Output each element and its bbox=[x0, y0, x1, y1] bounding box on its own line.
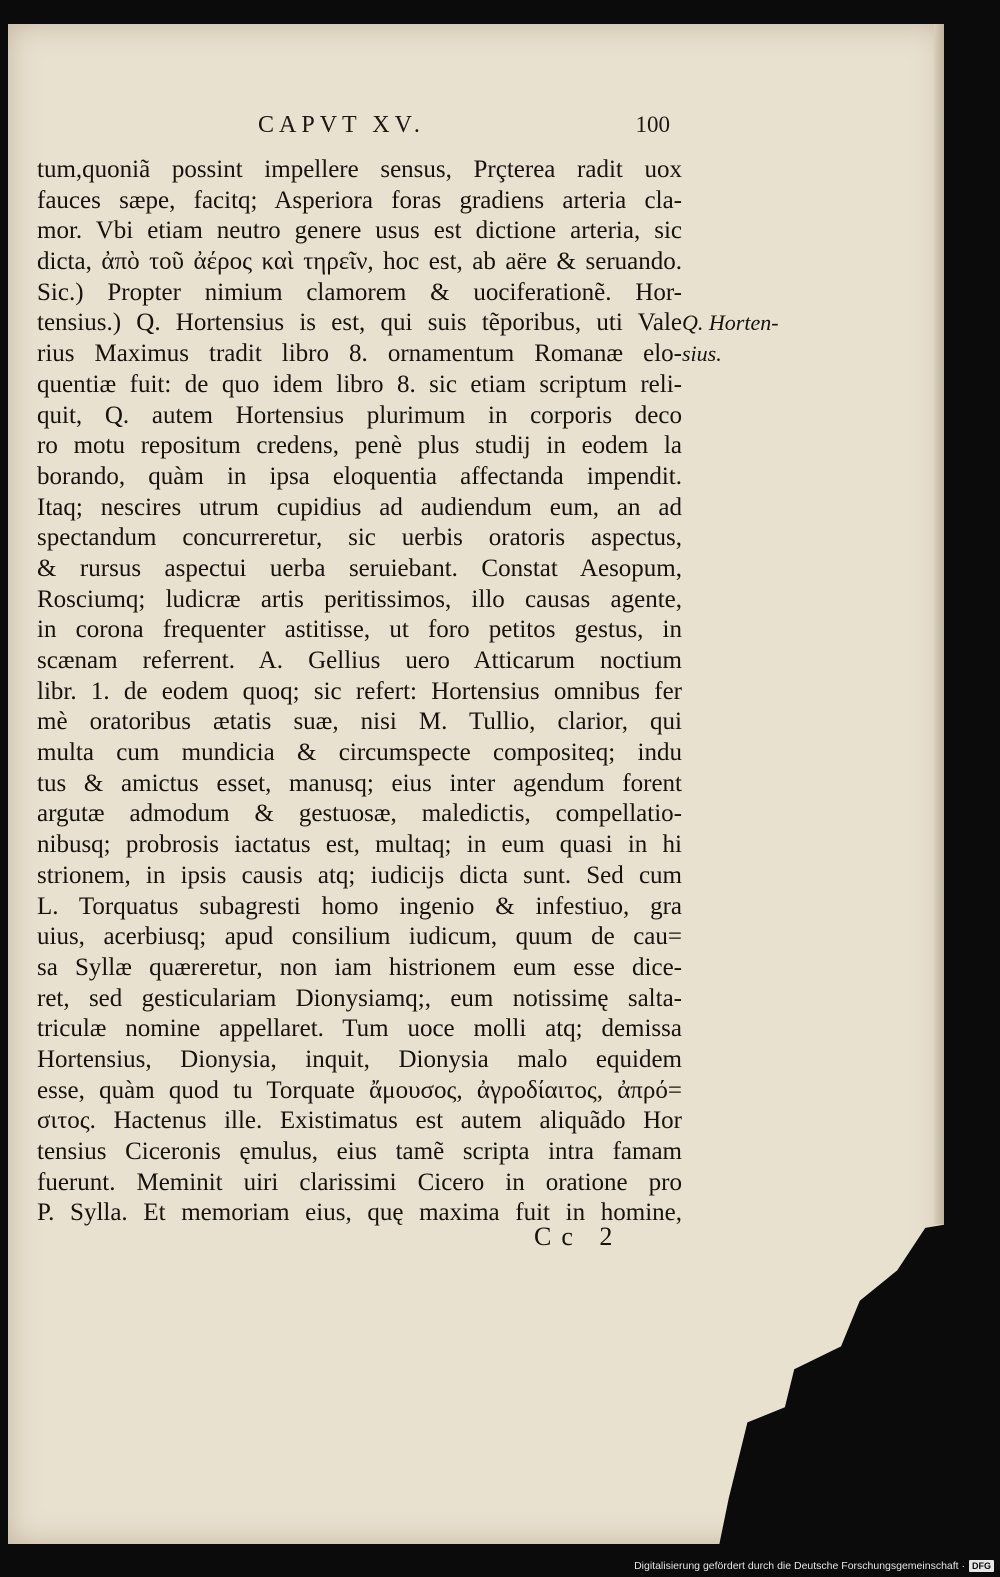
text-line: strionem, in ipsis causis atq; iudicijs dicta sunt. Sed cum bbox=[37, 861, 682, 889]
marginal-note-line: sius. bbox=[682, 340, 722, 366]
text-line: uius, acerbiusq; apud consilium iudicum, quum de cau= bbox=[37, 923, 682, 951]
text-line: quit, Q. autem Hortensius plurimum in corporis deco bbox=[37, 401, 682, 429]
signature-mark: Cc 2 bbox=[534, 1222, 623, 1251]
footer-text: Digitalisierung gefördert durch die Deutsche Forschungsgemeinschaft · bbox=[634, 1560, 965, 1572]
text-line: triculæ nomine appellaret. Tum uoce molli atq; demissa bbox=[37, 1015, 682, 1043]
text-line: mè oratoribus ætatis suæ, nisi M. Tullio, clarior, qui bbox=[37, 708, 682, 736]
text-line: scænam referrent. A. Gellius uero Atticarum noctium bbox=[37, 647, 682, 674]
text-line: L. Torquatus subagresti homo ingenio & infestiuo, gra bbox=[37, 892, 682, 920]
text-line: fuerunt. Meminit uiri clarissimi Cicero in oratione pro bbox=[37, 1168, 682, 1196]
text-line: borando, quàm in ipsa eloquentia affectanda impendit. bbox=[37, 462, 682, 490]
text-line: quentiæ fuit: de quo idem libro 8. sic etiam scriptum reli- bbox=[37, 370, 682, 398]
text-line: spectandum concurreretur, sic uerbis oratoris aspectus, bbox=[37, 524, 682, 552]
running-head: CAPVT XV. bbox=[258, 112, 425, 138]
text-line: Itaq; nescires utrum cupidius ad audiendum eum, an ad bbox=[37, 493, 682, 521]
text-line: argutæ admodum & gestuosæ, maledictis, compellatio- bbox=[37, 800, 682, 828]
marginal-note bbox=[682, 308, 810, 369]
text-line: Rosciumq; ludicræ artis peritissimos, illo causas agente, bbox=[37, 585, 682, 613]
text-line: libr. 1. de eodem quoq; sic refert: Hortensius omnibus fer bbox=[37, 677, 682, 705]
text-line: & rursus aspectui uerba seruiebant. Constat Aesopum, bbox=[37, 554, 682, 582]
text-line: tus & amictus esset, manusq; eius inter agendum forent bbox=[37, 769, 682, 797]
text-line: multa cum mundicia & circumspecte compositeq; indu bbox=[37, 739, 682, 767]
text-line: rius Maximus tradit libro 8. ornamentum Romanæ elo- bbox=[37, 340, 682, 368]
text-line: tensius.) Q. Hortensius is est, qui suis tẽporibus, uti Vale bbox=[37, 309, 682, 337]
text-line: fauces sæpe, facitq; Asperiora foras gradiens arteria cla- bbox=[37, 186, 682, 214]
marginal-note-line: Q. Horten- bbox=[682, 310, 779, 335]
text-line: nibusq; probrosis iactatus est, multaq; in eum quasi in hi bbox=[37, 831, 682, 859]
body-text bbox=[37, 155, 682, 1229]
dfg-logo-icon: DFG bbox=[969, 1560, 994, 1572]
footer-credit bbox=[634, 1559, 994, 1573]
text-line: dicta, ἀπὸ τοῦ ἀέρος καὶ τηρεῖν, hoc est, ab aëre & seruando. bbox=[37, 248, 682, 276]
text-line: sa Syllæ quæreretur, non iam histrionem eum esse dice- bbox=[37, 953, 682, 981]
text-line: tensius Ciceronis ęmulus, eius tamẽ scripta intra famam bbox=[37, 1138, 682, 1165]
text-line: P. Sylla. Et memoriam eius, quę maxima fuit in homine, bbox=[37, 1199, 682, 1227]
text-line: mor. Vbi etiam neutro genere usus est dictione arteria, sic bbox=[37, 217, 682, 245]
text-line: ro motu repositum credens, penè plus studij in eodem la bbox=[37, 432, 682, 460]
text-line: σιτος. Hactenus ille. Existimatus est autem aliquãdo Hor bbox=[37, 1107, 682, 1135]
text-line: Sic.) Propter nimium clamorem & uociferationẽ. Hor- bbox=[37, 278, 682, 306]
text-line: tum,quoniã possint impellere sensus, Prçterea radit uox bbox=[37, 156, 682, 183]
text-line: in corona frequenter astitisse, ut foro petitos gestus, in bbox=[37, 616, 682, 644]
page-edge bbox=[934, 24, 944, 1224]
page-header bbox=[250, 112, 670, 146]
page-number: 100 bbox=[635, 112, 670, 137]
text-line: esse, quàm quod tu Torquate ἄμουσος, ἀγροδίαιτος, ἀπρό= bbox=[37, 1076, 682, 1104]
text-line: ret, sed gesticulariam Dionysiamq;, eum notissimę salta- bbox=[37, 984, 682, 1012]
text-line: Hortensius, Dionysia, inquit, Dionysia malo equidem bbox=[37, 1045, 682, 1073]
